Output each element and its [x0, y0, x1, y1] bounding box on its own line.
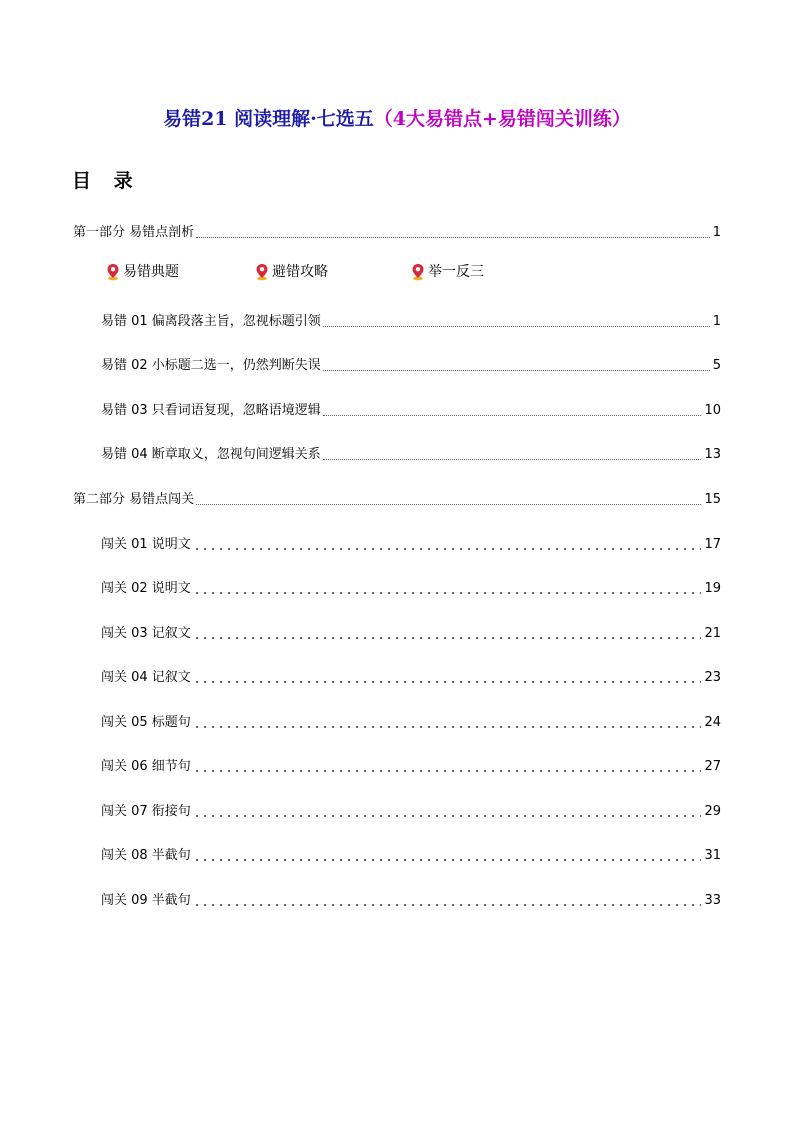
toc-entry-label: 易错 03 只看词语复现，忽略语境逻辑	[101, 403, 321, 418]
toc-leader	[193, 769, 702, 773]
toc-leader	[193, 725, 702, 729]
title-main: 易错21 阅读理解·七选五	[163, 108, 374, 130]
toc-entry-page: 24	[704, 715, 721, 730]
toc-entry-label: 闯关 08 半截句	[101, 848, 191, 863]
toc-leader	[323, 326, 710, 327]
toc-entry-level-09[interactable]	[101, 888, 721, 910]
toc-leader	[193, 903, 702, 907]
toc-leader	[323, 415, 702, 416]
toc-leader	[193, 814, 702, 818]
location-pin-icon	[106, 263, 120, 281]
toc-entry-label: 易错 04 断章取义，忽视句间逻辑关系	[101, 447, 321, 462]
location-pin-icon	[411, 263, 425, 281]
toc-leader	[193, 547, 702, 551]
toc-entry-label: 闯关 07 衔接句	[101, 804, 191, 819]
tag-item	[106, 262, 179, 282]
toc-leader	[196, 504, 701, 505]
toc-entry-page: 10	[704, 403, 721, 418]
toc-leader	[323, 370, 710, 371]
toc-entry-label: 闯关 02 说明文	[101, 581, 191, 596]
toc-entry-label: 易错 02 小标题二选一，仍然判断失误	[101, 358, 321, 373]
tag-item	[255, 262, 328, 282]
toc-leader	[196, 237, 710, 238]
toc-entry-label: 闯关 01 说明文	[101, 537, 191, 552]
toc-entry-page: 1	[712, 314, 721, 329]
toc-leader	[323, 459, 702, 460]
toc-entry-page: 21	[704, 626, 721, 641]
toc-entry-label: 第二部分 易错点闯关	[73, 492, 195, 507]
toc-entry-level-04[interactable]	[101, 665, 721, 687]
toc-entry-error-01[interactable]	[101, 309, 721, 331]
toc-entry-page: 19	[704, 581, 721, 596]
toc-leader	[193, 680, 702, 684]
toc-entry-label: 闯关 03 记叙文	[101, 626, 191, 641]
toc-entry-error-02[interactable]	[101, 353, 721, 375]
toc-heading: 目 录	[72, 170, 141, 192]
toc-leader	[193, 636, 702, 640]
tag-item	[411, 262, 484, 282]
toc-leader	[193, 591, 702, 595]
title-sub: （4大易错点+易错闯关训练）	[373, 108, 631, 130]
toc-entry-label: 闯关 09 半截句	[101, 893, 191, 908]
toc-entry-level-03[interactable]	[101, 621, 721, 643]
document-title	[0, 104, 794, 134]
tag-label: 易错典题	[123, 264, 179, 280]
toc-entry-page: 23	[704, 670, 721, 685]
toc-entry-error-04[interactable]	[101, 442, 721, 464]
toc-entry-level-05[interactable]	[101, 710, 721, 732]
tag-label: 举一反三	[428, 264, 484, 280]
toc-entry-label: 闯关 04 记叙文	[101, 670, 191, 685]
toc-entry-part1[interactable]	[73, 220, 721, 242]
tag-label: 避错攻略	[272, 264, 328, 280]
toc-entry-page: 17	[704, 537, 721, 552]
toc-entry-page: 33	[704, 893, 721, 908]
toc-entry-label: 闯关 06 细节句	[101, 759, 191, 774]
toc-entry-page: 1	[712, 225, 721, 240]
location-pin-icon	[255, 263, 269, 281]
section-tags	[0, 262, 794, 284]
toc-entry-page: 29	[704, 804, 721, 819]
toc-entry-page: 15	[704, 492, 721, 507]
toc-entry-level-07[interactable]	[101, 799, 721, 821]
toc-entry-page: 5	[712, 358, 721, 373]
toc-entry-level-02[interactable]	[101, 576, 721, 598]
toc-entry-label: 闯关 05 标题句	[101, 715, 191, 730]
toc-entry-level-01[interactable]	[101, 532, 721, 554]
toc-entry-page: 31	[704, 848, 721, 863]
toc-entry-error-03[interactable]	[101, 398, 721, 420]
toc-entry-level-08[interactable]	[101, 843, 721, 865]
toc-entry-page: 13	[704, 447, 721, 462]
toc-entry-level-06[interactable]	[101, 754, 721, 776]
toc-entry-label: 第一部分 易错点剖析	[73, 225, 195, 240]
toc-entry-page: 27	[704, 759, 721, 774]
toc-leader	[193, 858, 702, 862]
toc-entry-label: 易错 01 偏离段落主旨，忽视标题引领	[101, 314, 321, 329]
toc-entry-part2[interactable]	[73, 487, 721, 509]
